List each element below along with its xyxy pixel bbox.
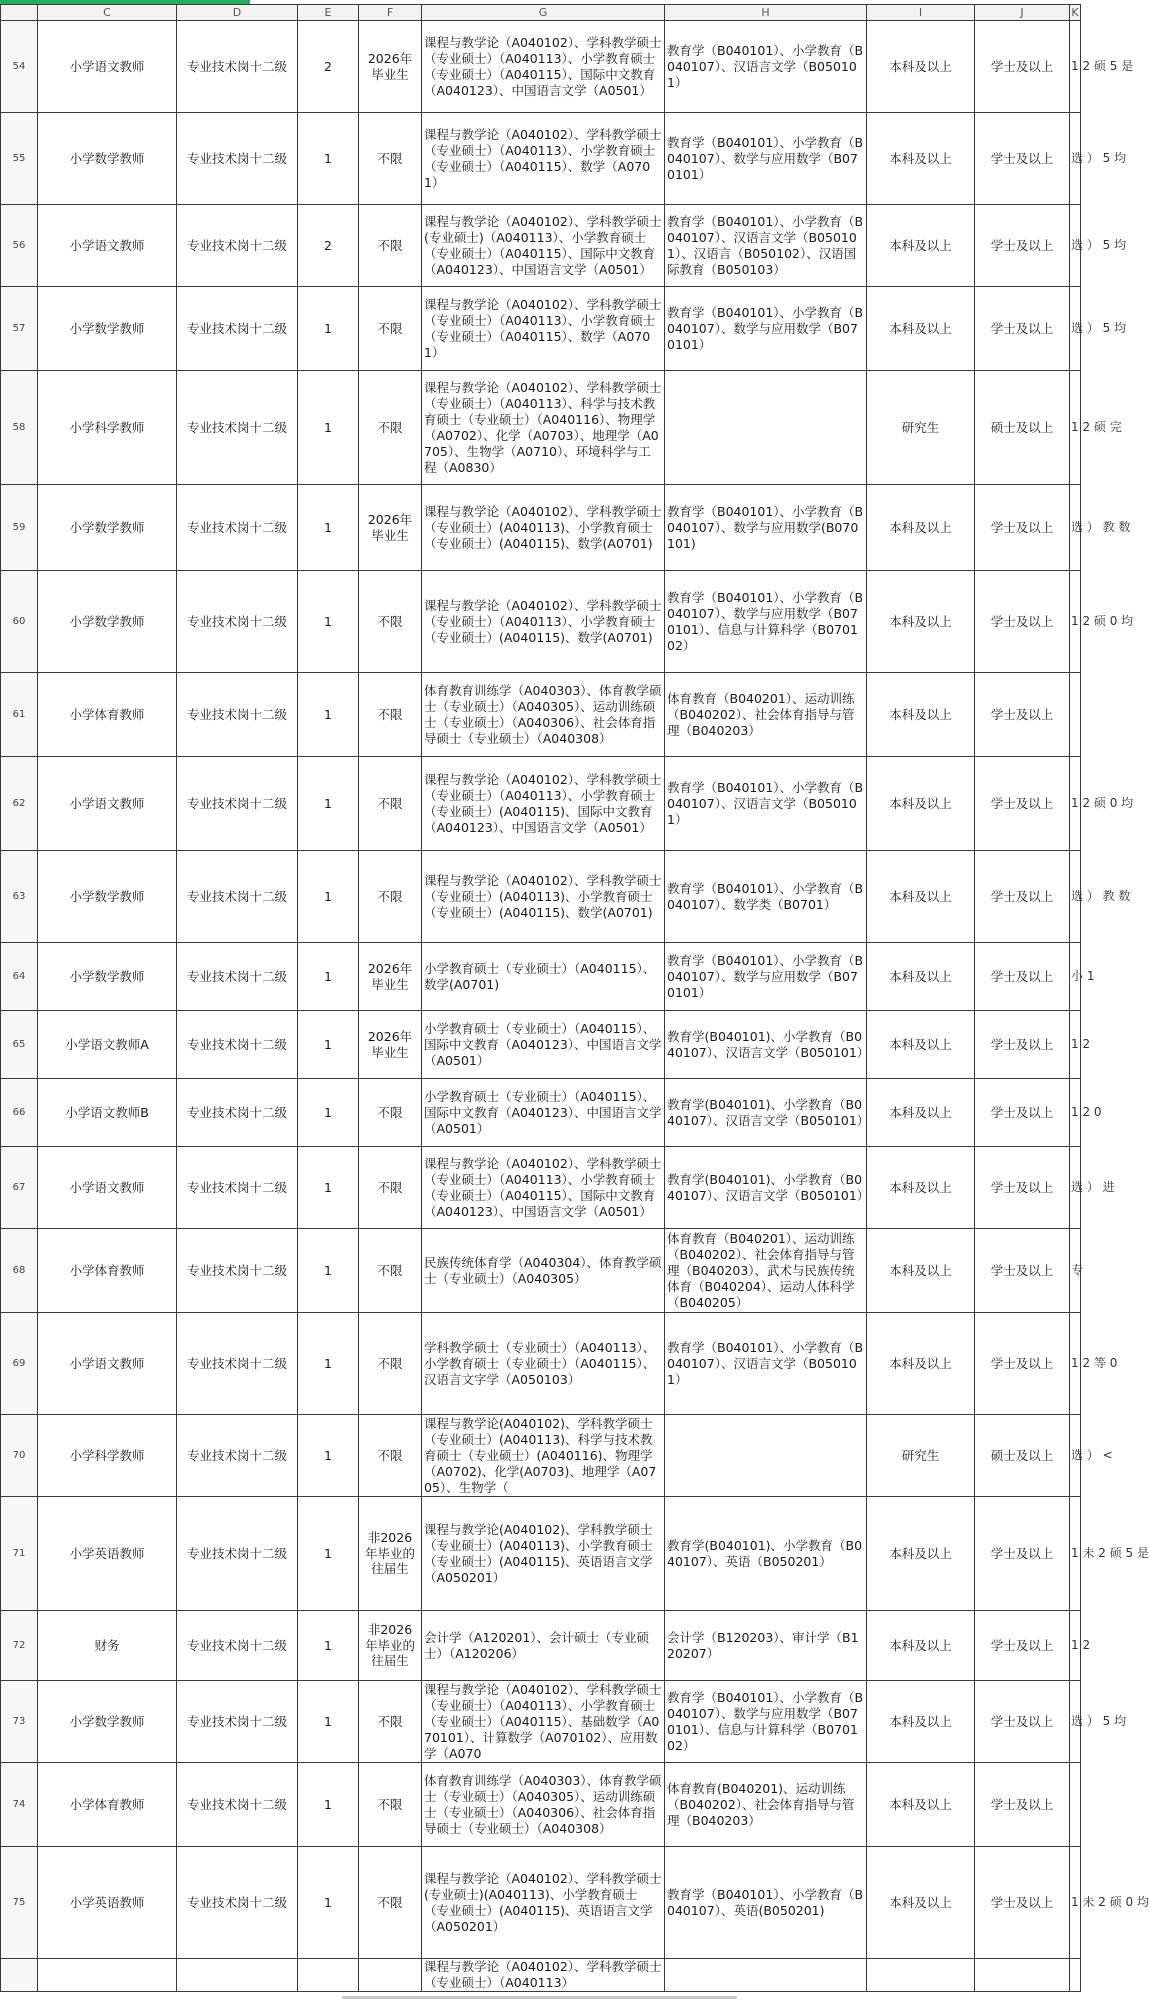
cell-headcount[interactable]: 1 — [298, 943, 359, 1011]
cell-education-level[interactable]: 本科及以上 — [867, 1011, 975, 1079]
cell-education-level[interactable]: 本科及以上 — [867, 571, 975, 673]
cell-graduate-requirement[interactable]: 不限 — [359, 1313, 422, 1415]
cell-other-requirements[interactable]: 选 ） 教 数 — [1070, 485, 1081, 571]
cell-graduate-requirement[interactable]: 2026年毕业生 — [359, 485, 422, 571]
cell-other-requirements[interactable]: 1 2 — [1070, 1011, 1081, 1079]
cell-degree[interactable]: 学士及以上 — [975, 943, 1070, 1011]
column-header-k[interactable]: K — [1071, 6, 1079, 19]
cell-education-level[interactable]: 本科及以上 — [867, 1847, 975, 1959]
cell-undergraduate-majors[interactable]: 教育学（B040101）、小学教育（B040107）、数学类（B0701） — [665, 851, 867, 943]
column-header-j[interactable]: J — [975, 5, 1070, 21]
cell-headcount[interactable]: 1 — [298, 1497, 359, 1611]
table-row — [1, 1229, 1081, 1313]
cell-graduate-majors[interactable]: 体育教育训练学（A040303）、体育教学硕士（专业硕士）（A040305）、运动训练硕士（专业硕士）（A040306）、社会体育指导硕士（专业硕士）（A040308） — [422, 1763, 665, 1847]
cell-position-name[interactable]: 小学体育教师 — [38, 1763, 177, 1847]
row-number[interactable]: 67 — [1, 1147, 38, 1229]
cell-post-level[interactable]: 专业技术岗十二级 — [177, 1147, 298, 1229]
cell-headcount[interactable]: 1 — [298, 1147, 359, 1229]
row-number[interactable] — [1, 1959, 38, 1992]
table-row — [1, 757, 1081, 851]
cell-other-requirements[interactable]: 1 2 硕 完 — [1070, 371, 1081, 485]
cell-undergraduate-majors[interactable]: 教育学（B040101）、小学教育（B040107）、数学与应用数学(B070101) — [665, 485, 867, 571]
table-row — [1, 1415, 1081, 1497]
cell-headcount[interactable]: 1 — [298, 851, 359, 943]
cell-degree[interactable]: 硕士及以上 — [975, 1415, 1070, 1497]
cell-position-name[interactable]: 财务 — [38, 1611, 177, 1681]
cell-graduate-majors[interactable]: 小学教育硕士（专业硕士）（A040115）、国际中文教育（A040123）、中国语言文学（A0501） — [422, 1079, 665, 1147]
cell-position-name[interactable]: 小学数学教师 — [38, 287, 177, 371]
row-number[interactable]: 74 — [1, 1763, 38, 1847]
cell-degree[interactable]: 学士及以上 — [975, 851, 1070, 943]
cell-graduate-majors[interactable]: 课程与教学论（A040102）、学科教学硕士（专业硕士）（A040113）、小学教育硕士（专业硕士）（A040115）、数学（A0701） — [422, 287, 665, 371]
column-header-c[interactable]: C — [38, 5, 177, 21]
cell-headcount[interactable]: 1 — [298, 757, 359, 851]
cell-graduate-majors[interactable]: 小学教育硕士（专业硕士）（A040115）、国际中文教育（A040123）、中国语言文学（A0501） — [422, 1011, 665, 1079]
cell-other-requirements[interactable]: 选 ） 5 均 — [1070, 1681, 1081, 1763]
spreadsheet-grid[interactable] — [0, 4, 1149, 1992]
cell-degree[interactable]: 学士及以上 — [975, 205, 1070, 287]
cell-position-name[interactable]: 小学语文教师 — [38, 757, 177, 851]
cell-graduate-requirement[interactable]: 不限 — [359, 851, 422, 943]
cell-undergraduate-majors[interactable]: 体育教育（B040201）、运动训练（B040202）、社会体育指导与管理（B040203） — [665, 673, 867, 757]
cell-undergraduate-majors[interactable]: 教育学（B040101）、小学教育（B040107）、数学与应用数学（B070101） — [665, 113, 867, 205]
cell-post-level[interactable]: 专业技术岗十二级 — [177, 205, 298, 287]
cell-post-level[interactable]: 专业技术岗十二级 — [177, 1229, 298, 1313]
row-number[interactable]: 75 — [1, 1847, 38, 1959]
cell-position-name[interactable]: 小学语文教师 — [38, 1147, 177, 1229]
cell-headcount[interactable]: 1 — [298, 571, 359, 673]
table-row — [1, 1681, 1081, 1763]
row-number[interactable]: 72 — [1, 1611, 38, 1681]
row-number[interactable]: 60 — [1, 571, 38, 673]
cell-undergraduate-majors[interactable]: 教育学(B040101)、小学教育（B040107）、汉语言文学（B050101） — [665, 1011, 867, 1079]
cell-graduate-requirement[interactable]: 不限 — [359, 205, 422, 287]
cell-education-level[interactable]: 本科及以上 — [867, 21, 975, 113]
cell-graduate-requirement[interactable]: 非2026年毕业的往届生 — [359, 1497, 422, 1611]
cell-education-level[interactable]: 本科及以上 — [867, 1763, 975, 1847]
cell-graduate-majors[interactable]: 课程与教学论(A040102)、学科教学硕士（专业硕士）(A040113)、小学教育硕士（专业硕士）(A040115)、英语语言文学（A050201） — [422, 1497, 665, 1611]
cell-education-level[interactable]: 本科及以上 — [867, 485, 975, 571]
cell-degree[interactable]: 学士及以上 — [975, 1079, 1070, 1147]
cell-post-level[interactable]: 专业技术岗十二级 — [177, 673, 298, 757]
cell-graduate-requirement[interactable]: 不限 — [359, 1847, 422, 1959]
row-number[interactable]: 73 — [1, 1681, 38, 1763]
cell-degree[interactable]: 学士及以上 — [975, 1011, 1070, 1079]
cell-other-requirements[interactable]: 选 ） 进 — [1070, 1147, 1081, 1229]
cell-position-name[interactable]: 小学科学教师 — [38, 1415, 177, 1497]
cell-education-level[interactable]: 本科及以上 — [867, 673, 975, 757]
row-number[interactable]: 55 — [1, 113, 38, 205]
cell-degree[interactable]: 学士及以上 — [975, 1611, 1070, 1681]
row-number[interactable]: 56 — [1, 205, 38, 287]
cell-other-requirements[interactable]: 1 2 硕 5 是 — [1070, 21, 1081, 113]
table-row — [1, 1611, 1081, 1681]
cell-graduate-requirement[interactable]: 不限 — [359, 673, 422, 757]
cell-other-requirements[interactable]: 选 ） 5 均 — [1070, 205, 1081, 287]
cell-undergraduate-majors[interactable]: 教育学（B040101）、小学教育（B040107）、数学与应用数学（B070101） — [665, 943, 867, 1011]
cell-undergraduate-majors[interactable]: 教育学(B040101)、小学教育（B040107）、英语（B050201） — [665, 1497, 867, 1611]
cell-post-level[interactable]: 专业技术岗十二级 — [177, 851, 298, 943]
cell-graduate-requirement[interactable]: 不限 — [359, 1681, 422, 1763]
cell-graduate-majors[interactable]: 课程与教学论（A040102）、学科教学硕士（专业硕士）（A040113）、小学教育硕士（专业硕士）(A040115)、国际中文教育（A040123）、中国语言文学（A0501） — [422, 757, 665, 851]
cell-headcount[interactable]: 1 — [298, 371, 359, 485]
cell-graduate-majors[interactable]: 课程与教学论（A040102）、学科教学硕士（专业硕士）（A040113）、小学教育硕士（专业硕士）(A040115)、数学(A0701) — [422, 571, 665, 673]
cell-undergraduate-majors[interactable]: 会计学（B120203）、审计学（B120207） — [665, 1611, 867, 1681]
cell-education-level[interactable]: 本科及以上 — [867, 943, 975, 1011]
cell-degree[interactable]: 学士及以上 — [975, 1313, 1070, 1415]
cell-position-name[interactable]: 小学数学教师 — [38, 851, 177, 943]
cell-other-requirements[interactable] — [1070, 1763, 1081, 1847]
cell-graduate-majors[interactable]: 课程与教学论（A040102）、学科教学硕士（专业硕士）（A040113） — [422, 1959, 665, 1992]
cell-education-level[interactable]: 本科及以上 — [867, 1497, 975, 1611]
cell-undergraduate-majors[interactable]: 教育学（B040101）、小学教育（B040107）、汉语言文学（B050101） — [665, 1313, 867, 1415]
cell-other-requirements[interactable] — [1070, 1959, 1081, 1992]
cell-position-name[interactable]: 小学体育教师 — [38, 1229, 177, 1313]
corner-cell[interactable] — [1, 5, 38, 21]
cell-graduate-majors[interactable]: 课程与教学论（A040102）、学科教学硕士(专业硕士)（A040113）、小学教育硕士（专业硕士）（A040115）、国际中文教育（A040123）、中国语言文学（A0501） — [422, 205, 665, 287]
cell-graduate-requirement[interactable]: 2026年毕业生 — [359, 21, 422, 113]
cell-graduate-requirement[interactable]: 不限 — [359, 757, 422, 851]
cell-undergraduate-majors[interactable]: 教育学（B040101）、小学教育（B040107）、数学与应用数学（B070101） — [665, 287, 867, 371]
cell-position-name[interactable]: 小学科学教师 — [38, 371, 177, 485]
column-header-e[interactable]: E — [298, 5, 359, 21]
table-row — [1, 205, 1081, 287]
cell-headcount[interactable]: 1 — [298, 485, 359, 571]
cell-degree[interactable] — [975, 1959, 1070, 1992]
cell-position-name[interactable]: 小学数学教师 — [38, 113, 177, 205]
cell-undergraduate-majors[interactable]: 教育学（B040101）、小学教育（B040107）、数学与应用数学（B070101）、信息与计算科学（B070102） — [665, 1681, 867, 1763]
cell-headcount[interactable]: 1 — [298, 673, 359, 757]
table-row — [1, 485, 1081, 571]
cell-degree[interactable]: 学士及以上 — [975, 1147, 1070, 1229]
cell-other-requirements[interactable]: 1 未 2 硕 0 均 — [1070, 1847, 1081, 1959]
cell-other-requirements[interactable]: 1 2 硕 0 均 — [1070, 757, 1081, 851]
cell-headcount[interactable]: 1 — [298, 1079, 359, 1147]
cell-headcount[interactable]: 1 — [298, 1681, 359, 1763]
cell-graduate-requirement[interactable]: 非2026年毕业的往届生 — [359, 1611, 422, 1681]
row-number[interactable]: 68 — [1, 1229, 38, 1313]
row-number[interactable]: 71 — [1, 1497, 38, 1611]
cell-post-level[interactable]: 专业技术岗十二级 — [177, 1079, 298, 1147]
cell-graduate-requirement[interactable]: 不限 — [359, 1147, 422, 1229]
cell-post-level[interactable]: 专业技术岗十二级 — [177, 1011, 298, 1079]
cell-graduate-majors[interactable]: 小学教育硕士（专业硕士）（A040115）、数学(A0701) — [422, 943, 665, 1011]
row-number[interactable]: 58 — [1, 371, 38, 485]
row-number[interactable]: 70 — [1, 1415, 38, 1497]
cell-education-level[interactable]: 本科及以上 — [867, 851, 975, 943]
cell-degree[interactable]: 学士及以上 — [975, 1497, 1070, 1611]
cell-education-level[interactable]: 本科及以上 — [867, 1229, 975, 1313]
cell-degree[interactable]: 学士及以上 — [975, 673, 1070, 757]
cell-education-level[interactable]: 本科及以上 — [867, 287, 975, 371]
cell-graduate-requirement[interactable]: 不限 — [359, 1763, 422, 1847]
cell-education-level[interactable]: 研究生 — [867, 371, 975, 485]
cell-graduate-majors[interactable]: 课程与教学论（A040102）、学科教学硕士（专业硕士）（A040113）、小学教育硕士（专业硕士）（A040115）、基础数学（A070101）、计算数学（A070102）、应用数学（A070 — [422, 1681, 665, 1763]
row-number[interactable]: 69 — [1, 1313, 38, 1415]
cell-education-level[interactable]: 本科及以上 — [867, 1681, 975, 1763]
cell-headcount[interactable]: 1 — [298, 1229, 359, 1313]
cell-post-level[interactable] — [177, 1959, 298, 1992]
cell-headcount[interactable]: 1 — [298, 1415, 359, 1497]
cell-graduate-majors[interactable]: 体育教育训练学（A040303）、体育教学硕士（专业硕士）（A040305）、运动训练硕士（专业硕士）（A040306）、社会体育指导硕士（专业硕士）（A040308） — [422, 673, 665, 757]
row-number[interactable]: 59 — [1, 485, 38, 571]
table-row — [1, 673, 1081, 757]
column-header-g[interactable]: G — [422, 5, 665, 21]
cell-graduate-requirement[interactable]: 不限 — [359, 571, 422, 673]
table-row — [1, 371, 1081, 485]
cell-degree[interactable]: 学士及以上 — [975, 1681, 1070, 1763]
cell-degree[interactable]: 学士及以上 — [975, 113, 1070, 205]
cell-graduate-majors[interactable]: 课程与教学论（A040102）、学科教学硕士(专业硕士)(A040113)、小学教育硕士（专业硕士）(A040115)、英语语言文学（A050201） — [422, 1847, 665, 1959]
cell-graduate-majors[interactable]: 课程与教学论（A040102）、学科教学硕士（专业硕士）（A040113）、小学教育硕士（专业硕士）（A040115）、国际中文教育（A040123）、中国语言文学（A0501） — [422, 1147, 665, 1229]
row-number[interactable]: 63 — [1, 851, 38, 943]
cell-other-requirements[interactable]: 1 2 0 — [1070, 1079, 1081, 1147]
cell-degree[interactable]: 学士及以上 — [975, 1763, 1070, 1847]
cell-other-requirements[interactable] — [1070, 673, 1081, 757]
cell-position-name[interactable]: 小学英语教师 — [38, 1497, 177, 1611]
cell-position-name[interactable]: 小学语文教师A — [38, 1011, 177, 1079]
cell-other-requirements[interactable]: 1 2 等 0 — [1070, 1313, 1081, 1415]
cell-position-name[interactable]: 小学语文教师 — [38, 1313, 177, 1415]
cell-post-level[interactable]: 专业技术岗十二级 — [177, 21, 298, 113]
cell-education-level[interactable]: 本科及以上 — [867, 1079, 975, 1147]
row-number[interactable]: 65 — [1, 1011, 38, 1079]
cell-headcount[interactable]: 1 — [298, 1847, 359, 1959]
cell-post-level[interactable]: 专业技术岗十二级 — [177, 1847, 298, 1959]
table-row — [1, 113, 1081, 205]
cell-degree[interactable]: 学士及以上 — [975, 485, 1070, 571]
row-number[interactable]: 62 — [1, 757, 38, 851]
cell-position-name[interactable]: 小学数学教师 — [38, 571, 177, 673]
cell-other-requirements[interactable]: 选 ） 5 均 — [1070, 113, 1081, 205]
table-row — [1, 1147, 1081, 1229]
cell-position-name[interactable]: 小学英语教师 — [38, 1847, 177, 1959]
cell-position-name[interactable]: 小学语文教师 — [38, 205, 177, 287]
column-header-d[interactable]: D — [177, 5, 298, 21]
row-number[interactable]: 61 — [1, 673, 38, 757]
cell-position-name[interactable]: 小学数学教师 — [38, 1681, 177, 1763]
cell-headcount[interactable]: 1 — [298, 1011, 359, 1079]
cell-undergraduate-majors[interactable] — [665, 1959, 867, 1992]
cell-degree[interactable]: 学士及以上 — [975, 21, 1070, 113]
table-row — [1, 1959, 1081, 1992]
cell-post-level[interactable]: 专业技术岗十二级 — [177, 287, 298, 371]
table-row — [1, 1763, 1081, 1847]
cell-graduate-majors[interactable]: 课程与教学论（A040102）、学科教学硕士（专业硕士）（A040113）、小学教育硕士（专业硕士）（A040115）、国际中文教育（A040123）、中国语言文学（A0501） — [422, 21, 665, 113]
table-row — [1, 1847, 1081, 1959]
table-row — [1, 943, 1081, 1011]
cell-other-requirements[interactable]: 1 2 — [1070, 1611, 1081, 1681]
cell-other-requirements[interactable]: 小 1 — [1070, 943, 1081, 1011]
cell-graduate-majors[interactable]: 课程与教学论（A040102）、学科教学硕士（专业硕士）（A040113）、小学教育硕士（专业硕士）（A040115）、数学（A0701） — [422, 113, 665, 205]
row-number[interactable]: 57 — [1, 287, 38, 371]
cell-post-level[interactable]: 专业技术岗十二级 — [177, 485, 298, 571]
cell-position-name[interactable]: 小学语文教师 — [38, 21, 177, 113]
cell-position-name[interactable]: 小学体育教师 — [38, 673, 177, 757]
cell-post-level[interactable]: 专业技术岗十二级 — [177, 571, 298, 673]
row-number[interactable]: 66 — [1, 1079, 38, 1147]
cell-undergraduate-majors[interactable]: 教育学（B040101）、小学教育（B040107）、英语(B050201) — [665, 1847, 867, 1959]
column-header-h[interactable]: H — [665, 5, 867, 21]
cell-education-level[interactable]: 本科及以上 — [867, 1611, 975, 1681]
cell-undergraduate-majors[interactable]: 体育教育（B040201）、运动训练（B040202）、社会体育指导与管理（B040203）、武术与民族传统体育（B040204）、运动人体科学（B040205） — [665, 1229, 867, 1313]
cell-graduate-majors[interactable]: 课程与教学论（A040102）、学科教学硕士（专业硕士）（A040113）、科学与技术教育硕士（专业硕士）（A040116）、物理学（A0702）、化学（A0703）、地理学（A0705）、生物学（A0710）、环境科学与工程（A0830） — [422, 371, 665, 485]
table-row — [1, 851, 1081, 943]
cell-other-requirements[interactable]: 选 ） 教 数 — [1070, 851, 1081, 943]
cell-post-level[interactable]: 专业技术岗十二级 — [177, 1313, 298, 1415]
cell-undergraduate-majors[interactable]: 教育学(B040101)、小学教育（B040107）、汉语言文学（B050101） — [665, 1147, 867, 1229]
cell-headcount[interactable]: 2 — [298, 21, 359, 113]
cell-degree[interactable]: 学士及以上 — [975, 287, 1070, 371]
row-number[interactable]: 64 — [1, 943, 38, 1011]
cell-graduate-majors[interactable]: 课程与教学论（A040102）、学科教学硕士（专业硕士）(A040113)、小学教育硕士（专业硕士）(A040115)、数学(A0701) — [422, 485, 665, 571]
cell-graduate-requirement[interactable]: 不限 — [359, 1079, 422, 1147]
cell-headcount[interactable]: 1 — [298, 1611, 359, 1681]
cell-other-requirements[interactable]: 选 ） 5 均 — [1070, 287, 1081, 371]
table-row — [1, 1079, 1081, 1147]
cell-post-level[interactable]: 专业技术岗十二级 — [177, 1763, 298, 1847]
cell-post-level[interactable]: 专业技术岗十二级 — [177, 1611, 298, 1681]
column-header-row — [1, 5, 1081, 21]
cell-graduate-requirement[interactable]: 不限 — [359, 113, 422, 205]
cell-degree[interactable]: 学士及以上 — [975, 571, 1070, 673]
column-header-i[interactable]: I — [867, 5, 975, 21]
cell-post-level[interactable]: 专业技术岗十二级 — [177, 1681, 298, 1763]
table-row — [1, 571, 1081, 673]
cell-education-level[interactable]: 本科及以上 — [867, 205, 975, 287]
row-number[interactable]: 54 — [1, 21, 38, 113]
cell-other-requirements[interactable]: 1 2 硕 0 均 — [1070, 571, 1081, 673]
cell-undergraduate-majors[interactable] — [665, 1415, 867, 1497]
sheet-body — [1, 21, 1149, 1992]
column-header-f[interactable]: F — [359, 5, 422, 21]
cell-position-name[interactable] — [38, 1959, 177, 1992]
cell-education-level[interactable]: 本科及以上 — [867, 757, 975, 851]
cell-graduate-requirement[interactable] — [359, 1959, 422, 1992]
cell-headcount[interactable]: 1 — [298, 287, 359, 371]
table-row — [1, 1011, 1081, 1079]
cell-undergraduate-majors[interactable]: 教育学（B040101）、小学教育（B040107）、汉语言文学（B050101） — [665, 757, 867, 851]
cell-undergraduate-majors[interactable]: 教育学（B040101）、小学教育（B040107）、数学与应用数学（B070101）、信息与计算科学（B070102） — [665, 571, 867, 673]
cell-undergraduate-majors[interactable]: 教育学（B040101）、小学教育（B040107）、汉语言文学（B050101） — [665, 21, 867, 113]
cell-graduate-majors[interactable]: 课程与教学论(A040102)、学科教学硕士（专业硕士）(A040113)、科学与技术教育硕士（专业硕士）(A040116)、物理学（A0702)、化学(A0703)、地理学（A0705）、生物学（ — [422, 1415, 665, 1497]
cell-graduate-requirement[interactable]: 不限 — [359, 1415, 422, 1497]
cell-other-requirements[interactable]: 专 — [1070, 1229, 1081, 1313]
cell-undergraduate-majors[interactable]: 教育学(B040101)、小学教育（B040107）、汉语言文学（B050101） — [665, 1079, 867, 1147]
cell-degree[interactable]: 硕士及以上 — [975, 371, 1070, 485]
table-row — [1, 1313, 1081, 1415]
cell-post-level[interactable]: 专业技术岗十二级 — [177, 1415, 298, 1497]
cell-education-level[interactable] — [867, 1959, 975, 1992]
cell-graduate-majors[interactable]: 会计学（A120201）、会计硕士（专业硕士）（A120206） — [422, 1611, 665, 1681]
horizontal-scrollbar[interactable] — [342, 1996, 737, 1999]
cell-post-level[interactable]: 专业技术岗十二级 — [177, 113, 298, 205]
cell-headcount[interactable] — [298, 1959, 359, 1992]
cell-position-name[interactable]: 小学数学教师 — [38, 485, 177, 571]
cell-education-level[interactable]: 本科及以上 — [867, 1147, 975, 1229]
cell-education-level[interactable]: 本科及以上 — [867, 113, 975, 205]
cell-degree[interactable]: 学士及以上 — [975, 1229, 1070, 1313]
cell-position-name[interactable]: 小学数学教师 — [38, 943, 177, 1011]
cell-headcount[interactable]: 1 — [298, 113, 359, 205]
cell-position-name[interactable]: 小学语文教师B — [38, 1079, 177, 1147]
cell-graduate-requirement[interactable]: 不限 — [359, 371, 422, 485]
cell-graduate-requirement[interactable]: 不限 — [359, 1229, 422, 1313]
table-row — [1, 21, 1081, 113]
cell-graduate-majors[interactable]: 学科教学硕士（专业硕士）（A040113）、小学教育硕士（专业硕士）（A040115）、汉语言文字学（A050103） — [422, 1313, 665, 1415]
cell-degree[interactable]: 学士及以上 — [975, 757, 1070, 851]
cell-undergraduate-majors[interactable]: 教育学（B040101）、小学教育（B040107）、汉语言文学（B050101）、汉语言（B050102）、汉语国际教育（B050103） — [665, 205, 867, 287]
table-row — [1, 1497, 1081, 1611]
cell-graduate-requirement[interactable]: 2026年毕业生 — [359, 1011, 422, 1079]
cell-headcount[interactable]: 1 — [298, 1763, 359, 1847]
cell-post-level[interactable]: 专业技术岗十二级 — [177, 757, 298, 851]
cell-undergraduate-majors[interactable] — [665, 371, 867, 485]
cell-other-requirements[interactable]: 选 ） < — [1070, 1415, 1081, 1497]
cell-graduate-requirement[interactable]: 不限 — [359, 287, 422, 371]
cell-education-level[interactable]: 本科及以上 — [867, 1313, 975, 1415]
cell-graduate-requirement[interactable]: 2026年毕业生 — [359, 943, 422, 1011]
cell-post-level[interactable]: 专业技术岗十二级 — [177, 371, 298, 485]
cell-post-level[interactable]: 专业技术岗十二级 — [177, 943, 298, 1011]
table-row — [1, 287, 1081, 371]
cell-undergraduate-majors[interactable]: 体育教育(B040201)、运动训练（B040202）、社会体育指导与管理（B040203） — [665, 1763, 867, 1847]
cell-graduate-majors[interactable]: 课程与教学论（A040102）、学科教学硕士（专业硕士）(A040113)、小学教育硕士（专业硕士）(A040115)、数学(A0701) — [422, 851, 665, 943]
cell-other-requirements[interactable]: 1 未 2 硕 5 是 — [1070, 1497, 1081, 1611]
cell-degree[interactable]: 学士及以上 — [975, 1847, 1070, 1959]
cell-headcount[interactable]: 2 — [298, 205, 359, 287]
cell-graduate-majors[interactable]: 民族传统体育学（A040304）、体育教学硕士（专业硕士）（A040305） — [422, 1229, 665, 1313]
cell-post-level[interactable]: 专业技术岗十二级 — [177, 1497, 298, 1611]
cell-education-level[interactable]: 研究生 — [867, 1415, 975, 1497]
cell-headcount[interactable]: 1 — [298, 1313, 359, 1415]
